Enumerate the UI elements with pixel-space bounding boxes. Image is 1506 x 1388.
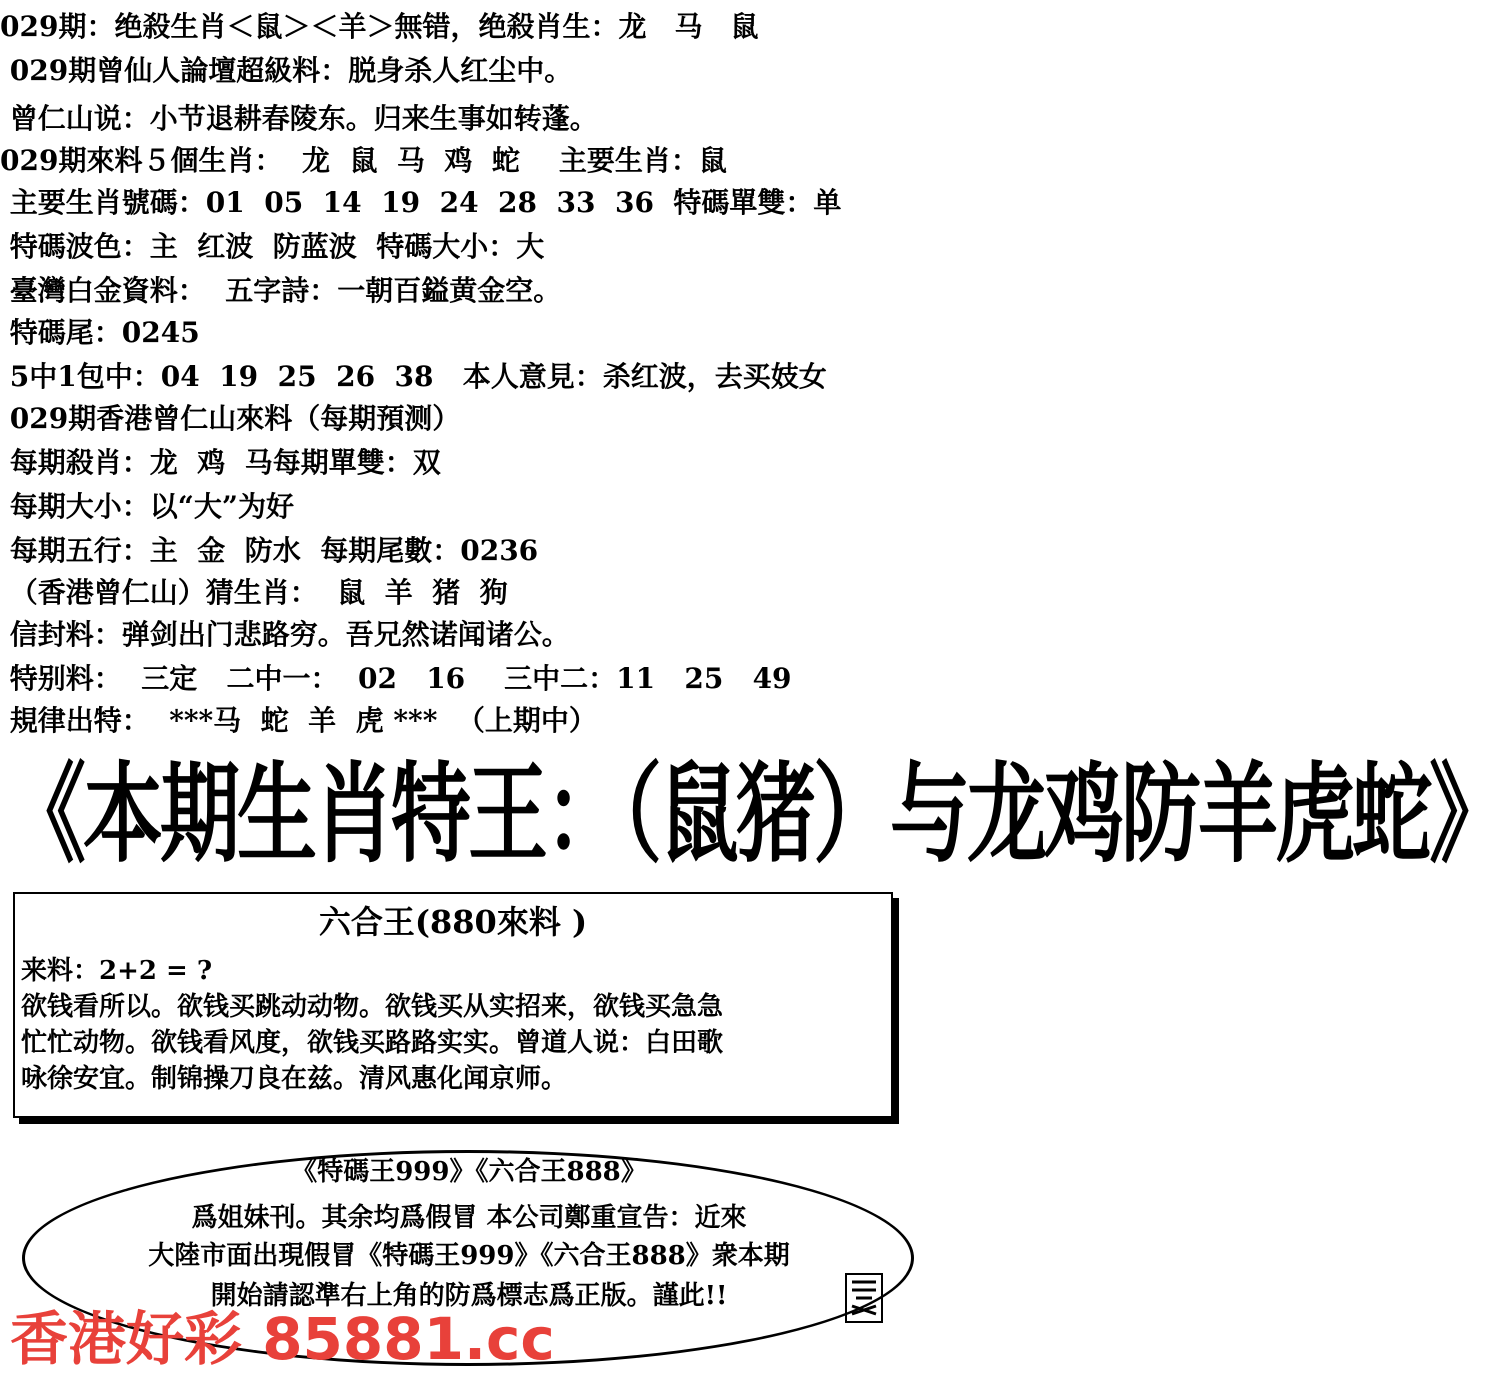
notice-line: 爲姐妹刊。其余均爲假冒 本公司鄭重宣告：近來 — [191, 1203, 747, 1233]
box-title: 六合王(880來料 ) — [318, 903, 588, 941]
headline-banner: 《本期生肖特王：（鼠猪）与龙鸡防羊虎蛇》 — [6, 751, 1506, 878]
box-line: 来料：2+2 = ? — [21, 956, 213, 986]
text-line: 特碼波色：主 红波 防蓝波 特碼大小：大 — [0, 230, 545, 263]
notice-line: 大陸市面出現假冒《特碼王999》《六合王888》衆本期 — [148, 1241, 790, 1271]
text-line: 029期：绝殺生肖＜鼠＞＜羊＞無错，绝殺肖生：龙 马 鼠 — [0, 10, 759, 43]
text-line: 029期來料５個生肖： 龙 鼠 马 鸡 蛇 主要生肖：鼠 — [0, 144, 727, 177]
text-line: 特别料： 三定 二中一： 02 16 三中二：11 25 49 — [0, 662, 792, 695]
site-watermark: 香港好彩 85881.cc — [10, 1305, 555, 1373]
text-line: 曾仁山说：小节退耕春陵东。归来生事如转蓬。 — [0, 102, 598, 135]
liuhewang-box — [13, 892, 893, 1118]
box-line: 咏徐安宜。制锦操刀良在兹。清风惠化闻京师。 — [21, 1064, 568, 1094]
text-line: 信封料：弹剑出门悲路穷。吾兄然诺闻诸公。 — [0, 618, 570, 651]
notice-line: 《特碼王999》《六合王888》 — [291, 1157, 647, 1187]
text-line: （香港曾仁山）猜生肖： 鼠 羊 猪 狗 — [0, 576, 508, 609]
text-line: 每期五行：主 金 防水 每期尾數：0236 — [0, 534, 539, 567]
box-line: 欲钱看所以。欲钱买跳动动物。欲钱买从实招来，欲钱买急急 — [21, 992, 724, 1022]
text-line: 特碼尾：0245 — [0, 316, 200, 349]
text-line: 規律出特： ***马 蛇 羊 虎 *** （上期中） — [0, 704, 597, 737]
text-line: 029期香港曾仁山來料（每期預测） — [0, 402, 461, 435]
text-line: 029期曾仙人論壇超級料：脱身杀人红尘中。 — [0, 54, 573, 87]
box-line: 忙忙动物。欲钱看风度，欲钱买路路实实。曾道人说：白田歌 — [21, 1028, 724, 1058]
notice-line: 開始請認準右上角的防爲標志爲正版。謹此!! — [210, 1281, 728, 1311]
anti-counterfeit-seal-icon — [842, 1270, 886, 1326]
text-line: 臺灣白金資料： 五字詩：一朝百鎰黄金空。 — [0, 274, 562, 307]
text-line: 5中1包中：04 19 25 26 38 本人意見：杀红波，去买妓女 — [0, 360, 827, 393]
text-line: 每期大小：以“大”为好 — [0, 490, 294, 523]
text-line: 主要生肖號碼：01 05 14 19 24 28 33 36 特碼單雙：单 — [0, 186, 842, 219]
text-line: 每期殺肖：龙 鸡 马每期單雙：双 — [0, 446, 441, 479]
